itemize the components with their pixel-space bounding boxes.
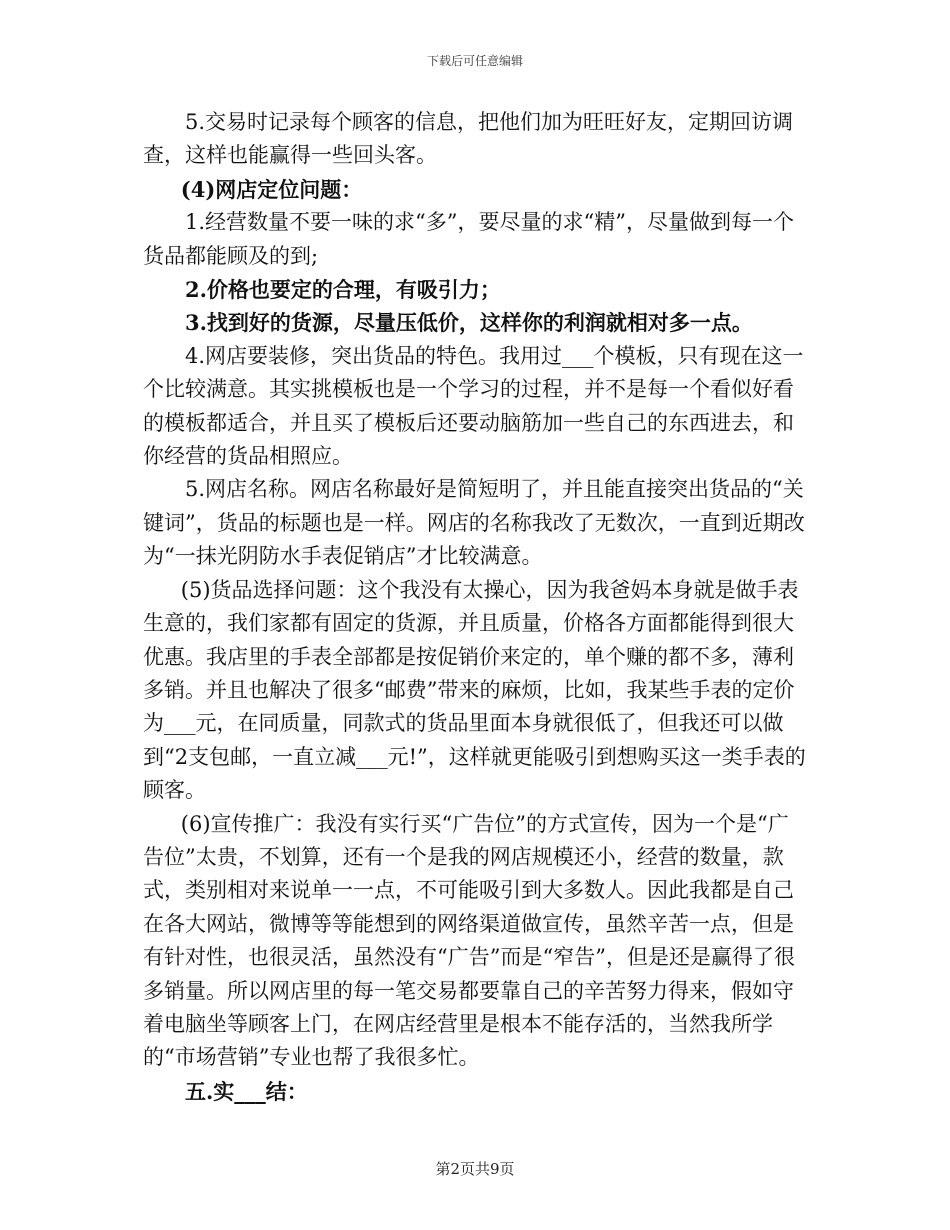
paragraph-product-selection: (5)货品选择问题：这个我没有太操心，因为我爸妈本身就是做手表生意的，我们家都有固定的货源，并且质量，价格各方面都能得到很大优惠。我店里的手表全部都是按促销价来定的，单个赚的都不多，薄利多销。并且也解决了很多“邮费”带来的麻烦，比如，我某些手表的定价为___元，在同质量，同款式的货品里面本身就很低了，但我还可以做到“2支包邮，一直立减___元!”，这样就更能吸引到想购买这一类手表的顾客。 [143,577,806,803]
page-header: 下载后可任意编辑 [426,54,523,68]
page-footer: 第2页共9页 [435,1160,515,1178]
section-heading-store-positioning: (4)网店定位问题： [180,176,363,202]
paragraph-quantity-quality: 1.经营数量不要一味的求“多”，要尽量的求“精”，尽量做到每一个货品都能顾及的到; [143,210,794,268]
paragraph-reasonable-price: 2.价格也要定的合理，有吸引力； [185,277,501,303]
paragraph-store-decoration: 4.网店要装修，突出货品的特色。我用过___个模板，只有现在这一个比较满意。其实挑模板也是一个学习的过程，并不是每一个看似好看的模板都适合，并且买了模板后还要动脑筋加一些自己的东西进去，和你经营的货品相照应。 [143,343,804,469]
document-body [143,106,809,1108]
paragraph-record-customer-info: 5.交易时记录每个顾客的信息，把他们加为旺旺好友，定期回访调查，这样也能赢得一些回头客。 [143,110,794,168]
paragraph-promotion: (6)宣传推广：我没有实行买“广告位”的方式宣传，因为一个是“广告位”太贵，不划算，还有一个是我的网店规模还小，经营的数量，款式，类别相对来说单一一点，不可能吸引到大多数人。因此我都是自己在各大网站，微博等等能想到的网络渠道做宣传，虽然辛苦一点，但是有针对性，也很灵活，虽然没有“广告”而是“窄告”，但是还是赢得了很多销量。所以网店里的每一笔交易都要靠自己的辛苦努力得来，假如守着电脑坐等顾客上门，在网店经营里是根本不能存活的，当然我所学的“市场营销”专业也帮了我很多忙。 [143,811,795,1070]
section-heading-summary: 五.实___结： [185,1078,308,1104]
paragraph-good-supply: 3.找到好的货源，尽量压低价，这样你的利润就相对多一点。 [185,310,753,336]
paragraph-store-name: 5.网店名称。网店名称最好是简短明了，并且能直接突出货品的“关键词”，货品的标题也是一样。网店的名称我改了无数次，一直到近期改为“一抹光阴防水手表促销店”才比较满意。 [143,477,805,569]
